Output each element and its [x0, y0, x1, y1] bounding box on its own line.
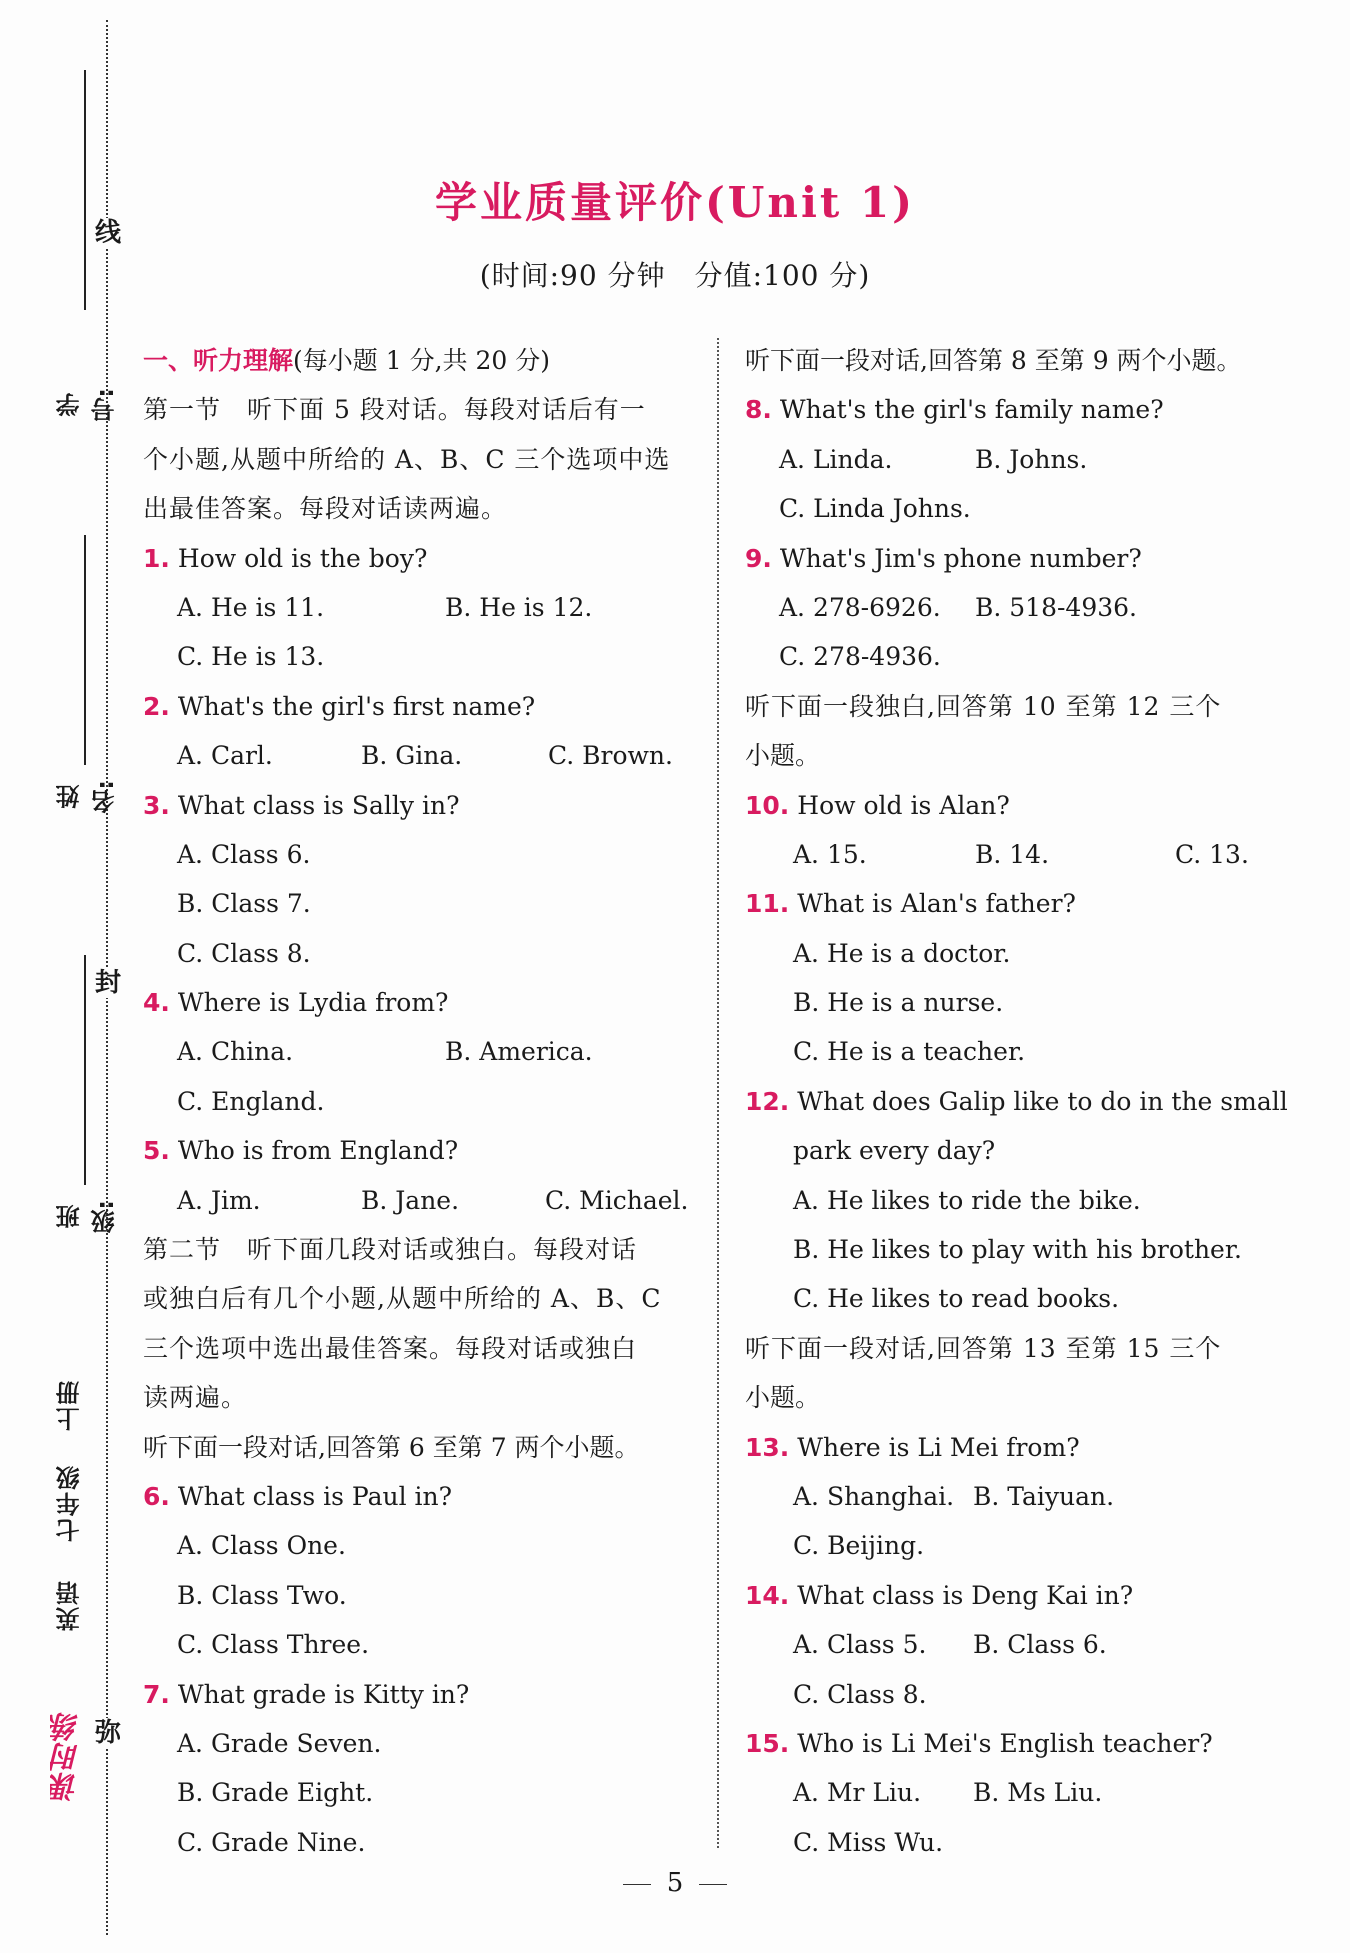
- question-text: How old is Alan?: [797, 790, 1010, 820]
- cut-word-feng: 封: [94, 968, 121, 998]
- question-3: [143, 781, 703, 830]
- class-label: 班级:: [56, 1200, 119, 1234]
- option-c[interactable]: C. He is a teacher.: [793, 1037, 1026, 1067]
- question-13: [745, 1423, 1305, 1472]
- option-c[interactable]: C. England.: [177, 1086, 325, 1116]
- question-number: 10.: [745, 790, 790, 820]
- question-number: 12.: [745, 1086, 790, 1116]
- question-text: Where is Li Mei from?: [797, 1432, 1080, 1462]
- right-column: [745, 336, 1305, 1867]
- question-text: What class is Deng Kai in?: [797, 1580, 1134, 1610]
- option-b[interactable]: B. He likes to play with his brother.: [793, 1235, 1242, 1265]
- question-number: 8.: [745, 395, 772, 425]
- option-c[interactable]: C. Class 8.: [177, 938, 311, 968]
- option-c[interactable]: C. He is 13.: [177, 642, 325, 672]
- options-row: [745, 1472, 1305, 1521]
- option-b[interactable]: B. He is a nurse.: [793, 988, 1004, 1018]
- class-line: [84, 955, 86, 1185]
- question-text: Where is Lydia from?: [177, 988, 449, 1018]
- option-c[interactable]: C. Linda Johns.: [779, 494, 971, 524]
- footer-dash: [623, 1884, 651, 1885]
- question-text: What's Jim's phone number?: [779, 543, 1142, 573]
- part2-instruction-line: 第二节 听下面几段对话或独白。每段对话: [143, 1235, 638, 1265]
- question-11: [745, 879, 1305, 928]
- part2-instruction-line: 或独白后有几个小题,从题中所给的 A、B、C: [143, 1284, 662, 1314]
- options-row: [143, 1027, 703, 1076]
- question-number: 13.: [745, 1432, 790, 1462]
- option-b[interactable]: B. Grade Eight.: [177, 1778, 374, 1808]
- group-instruction-10-12: 听下面一段独白,回答第 10 至第 12 三个: [745, 691, 1222, 721]
- option-c[interactable]: C. Miss Wu.: [793, 1827, 944, 1857]
- question-number: 6.: [143, 1481, 170, 1511]
- options-row: [745, 1768, 1305, 1817]
- option-a[interactable]: A. He is a doctor.: [793, 938, 1011, 968]
- book-subject: 英语: [56, 1579, 84, 1631]
- option-c[interactable]: C. 13.: [1175, 839, 1249, 869]
- question-number: 1.: [143, 543, 170, 573]
- option-c[interactable]: C. Class Three.: [177, 1630, 370, 1660]
- question-number: 14.: [745, 1580, 790, 1610]
- question-5: [143, 1126, 703, 1175]
- option-a[interactable]: A. 278-6926.: [779, 592, 941, 622]
- page-number-footer: [0, 1868, 1350, 1898]
- question-number: 7.: [143, 1679, 170, 1709]
- question-text: Who is Li Mei's English teacher?: [797, 1728, 1213, 1758]
- question-14: [745, 1571, 1305, 1620]
- question-7: [143, 1670, 703, 1719]
- name-line: [84, 535, 86, 765]
- option-a[interactable]: A. China.: [177, 1037, 294, 1067]
- option-b[interactable]: B. He is 12.: [445, 592, 593, 622]
- question-6: [143, 1472, 703, 1521]
- question-2: [143, 682, 703, 731]
- option-b[interactable]: B. Gina.: [361, 741, 463, 771]
- question-number: 4.: [143, 988, 170, 1018]
- option-a[interactable]: A. Shanghai.: [793, 1481, 955, 1511]
- question-number: 11.: [745, 889, 790, 919]
- option-c[interactable]: C. Class 8.: [793, 1679, 927, 1709]
- left-column: [143, 336, 703, 1867]
- options-row: [745, 583, 1305, 632]
- question-text: What's the girl's family name?: [779, 395, 1164, 425]
- time-score-info: (时间:90 分钟 分值:100 分): [479, 259, 871, 292]
- question-text: What class is Sally in?: [177, 790, 460, 820]
- option-a[interactable]: A. Carl.: [177, 741, 273, 771]
- question-4: [143, 978, 703, 1027]
- option-b[interactable]: B. 518-4936.: [975, 592, 1137, 622]
- question-8: [745, 385, 1305, 434]
- column-divider: [717, 338, 719, 1848]
- option-b[interactable]: B. Taiyuan.: [973, 1481, 1115, 1511]
- option-b[interactable]: B. 14.: [975, 839, 1050, 869]
- option-c[interactable]: C. Beijing.: [793, 1531, 925, 1561]
- question-number: 9.: [745, 543, 772, 573]
- option-c[interactable]: C. He likes to read books.: [793, 1284, 1120, 1314]
- student-id-label: 学号:: [56, 388, 119, 422]
- option-a[interactable]: A. 15.: [793, 839, 867, 869]
- question-number: 2.: [143, 691, 170, 721]
- options-row: [143, 583, 703, 632]
- option-b[interactable]: B. Class 7.: [177, 889, 311, 919]
- option-b[interactable]: B. Johns.: [975, 444, 1088, 474]
- group-instruction-13-15-cont: 小题。: [745, 1383, 821, 1413]
- question-text: How old is the boy?: [177, 543, 428, 573]
- part2-instruction-line: 三个选项中选出最佳答案。每段对话或独白: [143, 1333, 638, 1363]
- part2-instruction-line: 读两遍。: [143, 1383, 248, 1413]
- options-row: [745, 435, 1305, 484]
- question-text: What grade is Kitty in?: [177, 1679, 470, 1709]
- question-text: What class is Paul in?: [177, 1481, 453, 1511]
- section-scoring: (每小题 1 分,共 20 分): [293, 346, 550, 375]
- group-instruction-10-12-cont: 小题。: [745, 741, 821, 771]
- section-name: 一、听力理解: [143, 346, 294, 375]
- option-a[interactable]: A. Linda.: [779, 444, 893, 474]
- option-b[interactable]: B. Ms Liu.: [973, 1778, 1103, 1808]
- question-text: What does Galip like to do in the small: [797, 1086, 1288, 1116]
- question-text-continued: park every day?: [793, 1136, 996, 1166]
- page-title: 学业质量评价(Unit 1): [434, 178, 916, 227]
- question-number: 3.: [143, 790, 170, 820]
- footer-dash: [699, 1884, 727, 1885]
- option-a[interactable]: A. Class One.: [177, 1531, 346, 1561]
- part1-instruction-line: 第一节 听下面 5 段对话。每段对话后有一: [143, 395, 646, 425]
- options-row: [143, 1176, 703, 1225]
- question-number: 15.: [745, 1728, 790, 1758]
- option-a[interactable]: A. He likes to ride the bike.: [793, 1185, 1141, 1215]
- group-instruction-8-9: 听下面一段对话,回答第 8 至第 9 两个小题。: [745, 346, 1242, 375]
- brand-logo: 课时练: [50, 1712, 85, 1802]
- page-number: 5: [666, 1868, 684, 1898]
- question-12: [745, 1077, 1305, 1126]
- book-volume: 上册: [56, 1379, 84, 1431]
- option-a[interactable]: A. He is 11.: [177, 592, 325, 622]
- section-heading: [143, 336, 703, 385]
- option-c[interactable]: C. Brown.: [548, 741, 673, 771]
- option-b[interactable]: B. Jane.: [361, 1185, 460, 1215]
- part1-instruction-line: 个小题,从题中所给的 A、B、C 三个选项中选: [143, 444, 671, 474]
- options-row: [745, 830, 1305, 879]
- option-c[interactable]: C. Michael.: [545, 1185, 689, 1215]
- question-9: [745, 534, 1305, 583]
- option-c[interactable]: C. 278-4936.: [779, 642, 941, 672]
- group-instruction-13-15: 听下面一段对话,回答第 13 至第 15 三个: [745, 1333, 1222, 1363]
- option-a[interactable]: A. Jim.: [177, 1185, 261, 1215]
- question-10: [745, 781, 1305, 830]
- cut-word-mi: 弥: [94, 1718, 121, 1748]
- options-row: [143, 731, 703, 780]
- option-b[interactable]: B. Class Two.: [177, 1580, 347, 1610]
- question-text: What's the girl's first name?: [177, 691, 536, 721]
- question-text: What is Alan's father?: [797, 889, 1076, 919]
- group-instruction-6-7: 听下面一段对话,回答第 6 至第 7 两个小题。: [143, 1432, 640, 1462]
- question-1: [143, 534, 703, 583]
- question-text: Who is from England?: [177, 1136, 459, 1166]
- option-a[interactable]: A. Mr Liu.: [793, 1778, 922, 1808]
- book-grade: 七年级: [56, 1464, 84, 1542]
- option-b[interactable]: B. Class 6.: [973, 1630, 1107, 1660]
- question-15: [745, 1719, 1305, 1768]
- name-label: 姓名:: [56, 780, 119, 814]
- question-number: 5.: [143, 1136, 170, 1166]
- options-row: [745, 1620, 1305, 1669]
- cut-word-xian: 线: [94, 218, 121, 248]
- option-a[interactable]: A. Grade Seven.: [177, 1728, 382, 1758]
- part1-instruction-line: 出最佳答案。每段对话读两遍。: [143, 494, 508, 524]
- option-a[interactable]: A. Class 6.: [177, 839, 311, 869]
- option-a[interactable]: A. Class 5.: [793, 1630, 927, 1660]
- option-c[interactable]: C. Grade Nine.: [177, 1827, 366, 1857]
- option-b[interactable]: B. America.: [445, 1037, 593, 1067]
